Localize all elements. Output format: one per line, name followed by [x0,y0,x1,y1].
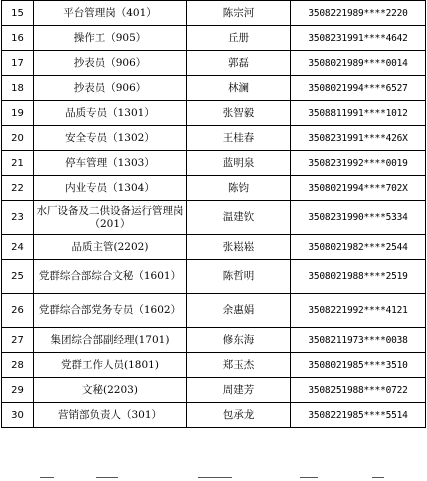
id-number-cell: 3508211973****0038 [291,328,426,353]
personnel-table [1,0,426,428]
id-number-cell: 3508021994****6527 [291,76,426,101]
position-cell: 党群工作人员(1801) [34,353,187,378]
name-cell: 丘册 [187,26,291,51]
position-cell: 抄表员（906） [34,76,187,101]
cropped-text-fragment [96,477,118,478]
row-number: 24 [2,235,34,260]
table-row [2,353,426,378]
position-cell: 抄表员（906） [34,51,187,76]
name-cell: 林澜 [187,76,291,101]
name-cell: 修东海 [187,328,291,353]
name-cell: 包承龙 [187,403,291,428]
position-cell: 文秘(2203) [34,378,187,403]
position-cell: 水厂设备及二供设备运行管理岗（201） [34,201,187,235]
name-cell: 张智毅 [187,101,291,126]
table-row [2,26,426,51]
row-number: 18 [2,76,34,101]
row-number: 26 [2,294,34,328]
table-row [2,403,426,428]
table-row [2,176,426,201]
position-cell: 品质专员（1301） [34,101,187,126]
cropped-text-fragment [300,477,318,478]
name-cell: 王桂春 [187,126,291,151]
cropped-next-line [0,474,427,481]
row-number: 28 [2,353,34,378]
name-cell: 温建钦 [187,201,291,235]
position-cell: 安全专员（1302） [34,126,187,151]
name-cell: 陈哲明 [187,260,291,294]
name-cell: 张崧崧 [187,235,291,260]
table-row [2,328,426,353]
row-number: 23 [2,201,34,235]
table-row [2,151,426,176]
row-number: 15 [2,1,34,26]
id-number-cell: 3508231991****4642 [291,26,426,51]
id-number-cell: 3508251988****0722 [291,378,426,403]
name-cell: 陈钧 [187,176,291,201]
id-number-cell: 3508021989****0014 [291,51,426,76]
position-cell: 停车管理（1303） [34,151,187,176]
table-row [2,260,426,294]
table-row [2,76,426,101]
id-number-cell: 3508231990****5334 [291,201,426,235]
id-number-cell: 3508221985****5514 [291,403,426,428]
id-number-cell: 3508021982****2544 [291,235,426,260]
table-row [2,126,426,151]
name-cell: 陈宗河 [187,1,291,26]
table-row [2,201,426,235]
cropped-text-fragment [198,477,232,478]
cropped-text-fragment [40,477,54,478]
name-cell: 郑玉杰 [187,353,291,378]
position-cell: 操作工（905） [34,26,187,51]
row-number: 29 [2,378,34,403]
row-number: 25 [2,260,34,294]
id-number-cell: 3508231991****426X [291,126,426,151]
table-row [2,294,426,328]
row-number: 22 [2,176,34,201]
id-number-cell: 3508231992****0019 [291,151,426,176]
position-cell: 平台管理岗（401） [34,1,187,26]
name-cell: 郭磊 [187,51,291,76]
id-number-cell: 3508811991****1012 [291,101,426,126]
table-row [2,1,426,26]
cropped-text-fragment [372,477,384,478]
id-number-cell: 3508021985****3510 [291,353,426,378]
position-cell: 品质主管(2202) [34,235,187,260]
id-number-cell: 3508221989****2220 [291,1,426,26]
position-cell: 集团综合部副经理(1701) [34,328,187,353]
table-row [2,101,426,126]
id-number-cell: 3508021988****2519 [291,260,426,294]
position-cell: 营销部负责人（301） [34,403,187,428]
id-number-cell: 3508221992****4121 [291,294,426,328]
row-number: 17 [2,51,34,76]
name-cell: 蓝明泉 [187,151,291,176]
row-number: 16 [2,26,34,51]
position-cell: 内业专员（1304） [34,176,187,201]
name-cell: 余惠娟 [187,294,291,328]
row-number: 27 [2,328,34,353]
row-number: 21 [2,151,34,176]
name-cell: 周建芳 [187,378,291,403]
table-row [2,235,426,260]
row-number: 20 [2,126,34,151]
id-number-cell: 3508021994****702X [291,176,426,201]
table-row [2,51,426,76]
position-cell: 党群综合部综合文秘（1601） [34,260,187,294]
personnel-table-container [1,0,426,428]
row-number: 19 [2,101,34,126]
table-row [2,378,426,403]
position-cell: 党群综合部党务专员（1602） [34,294,187,328]
row-number: 30 [2,403,34,428]
